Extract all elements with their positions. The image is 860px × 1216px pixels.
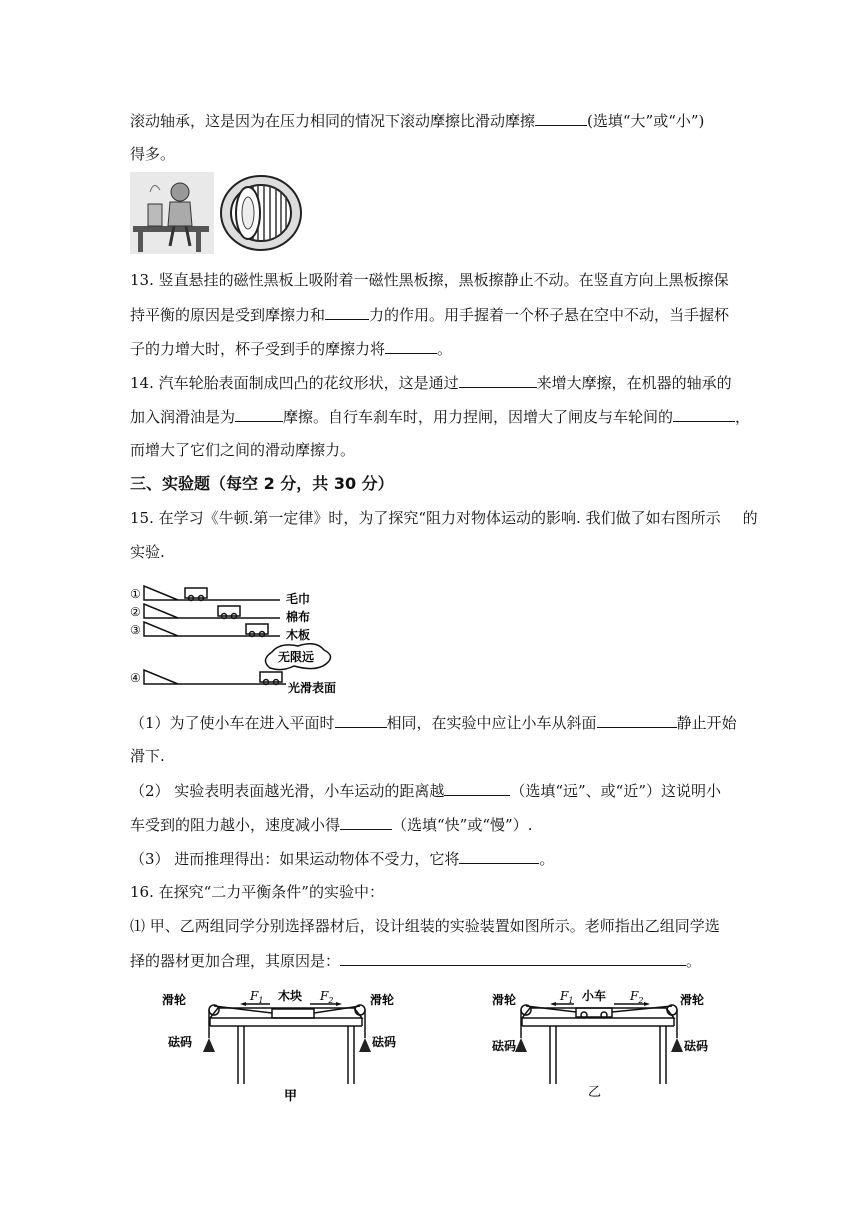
- pulley-label: 滑轮: [162, 993, 187, 1007]
- q15-p2: [130, 780, 721, 801]
- q13-line3: [130, 338, 452, 359]
- answer-blank[interactable]: [340, 950, 686, 966]
- q15-text: 的: [742, 509, 758, 527]
- q13-text: 子的力增大时，杯子受到手的摩擦力将: [130, 340, 386, 358]
- q15-p1: [130, 712, 737, 733]
- worker-cartoon-image: [130, 172, 214, 254]
- section-heading: 三、实验题（每空 2 分，共 30 分）: [130, 474, 394, 493]
- q14-line1: [130, 372, 732, 393]
- answer-blank[interactable]: [335, 712, 387, 728]
- answer-blank[interactable]: [444, 780, 510, 796]
- q16-line2: ⑴ 甲、乙两组同学分别选择器材后，设计组装的实验装置如图所示。老师指出乙组同学选: [130, 917, 720, 935]
- q15-p2-line2: [130, 814, 532, 835]
- q13-line1: 13. 竖直悬挂的磁性黑板上吸附着一磁性黑板擦，黑板擦静止不动。在竖直方向上黑板擦保: [130, 271, 729, 289]
- q13-text: 持平衡的原因是受到摩擦力和: [130, 306, 326, 324]
- q14-text: ，: [735, 408, 751, 426]
- q13-text: 力的作用。用手握着一个杯子悬在空中不动，当手握杯: [369, 306, 730, 324]
- weight-label: 砝码: [492, 1039, 517, 1053]
- force-f1-label: $F_1$: [560, 989, 574, 1005]
- object-label: 木块: [278, 989, 303, 1003]
- q15-text: （选填“远”、或“近”）这说明小: [510, 782, 722, 800]
- weight-label: 砝码: [168, 1035, 193, 1049]
- q14-text: 摩擦。自行车刹车时，用力捏闸，因增大了闸皮与车轮间的: [283, 408, 674, 426]
- q16-line3: [130, 950, 701, 971]
- surface-label: 棉布: [286, 610, 311, 624]
- q13-text: 。: [437, 340, 453, 358]
- q15-p1-line2: 滑下.: [130, 747, 165, 765]
- answer-blank[interactable]: [535, 110, 587, 126]
- weight-label: 砝码: [684, 1039, 709, 1053]
- apparatus-figure-a: [160, 988, 400, 1104]
- object-label: 小车: [582, 989, 607, 1003]
- q12-hint: (选填“大”或“小”): [587, 112, 705, 130]
- answer-blank[interactable]: [340, 814, 392, 830]
- answer-blank[interactable]: [459, 372, 537, 388]
- row-label: ③: [130, 623, 141, 637]
- q16-line1: 16. 在探究“二力平衡条件”的实验中：: [130, 883, 384, 901]
- apparatus-figure-b: [484, 988, 724, 1104]
- answer-blank[interactable]: [325, 304, 369, 320]
- answer-blank[interactable]: [597, 712, 677, 728]
- q16-text: 。: [686, 952, 702, 970]
- q12-line1: [130, 110, 704, 131]
- figure-caption: 乙: [588, 1085, 602, 1100]
- bubble-label: 无限远: [278, 650, 315, 664]
- q14-text: 14. 汽车轮胎表面制成凹凸的花纹形状，这是通过: [130, 374, 459, 392]
- answer-blank[interactable]: [459, 848, 539, 864]
- q15-text: 静止开始: [676, 714, 737, 732]
- q15-text: 。: [539, 850, 555, 868]
- weight-label: 砝码: [372, 1035, 397, 1049]
- q16-text: 择的器材更加合理，其原因是：: [130, 952, 341, 970]
- q15-text: 15. 在学习《牛顿.第一定律》时，为了探究“阻力对物体运动的影响. 我们做了如右图所示: [130, 509, 721, 527]
- row-label: ②: [130, 605, 141, 619]
- force-f1-label: $F_1$: [250, 989, 264, 1005]
- row-label: ④: [130, 671, 141, 685]
- pulley-label: 滑轮: [370, 993, 395, 1007]
- figure-caption: 甲: [284, 1089, 298, 1104]
- pulley-label: 滑轮: [492, 993, 517, 1007]
- q15-text: （2） 实验表明表面越光滑，小车运动的距离越: [130, 782, 445, 800]
- q15-text: （1）为了使小车在进入平面时: [130, 714, 335, 732]
- answer-blank[interactable]: [673, 406, 735, 422]
- pulley-label: 滑轮: [680, 993, 705, 1007]
- force-f2-label: $F_2$: [320, 989, 334, 1005]
- q14-line2: [130, 406, 750, 427]
- q15-text: （选填“快”或“慢”）.: [392, 816, 533, 834]
- q15-p3: [130, 848, 554, 869]
- row-label: ①: [130, 587, 141, 601]
- answer-blank[interactable]: [235, 406, 283, 422]
- q12-text: 滚动轴承，这是因为在压力相同的情况下滚动摩擦比滑动摩擦: [130, 112, 536, 130]
- q15-line2: 实验.: [130, 543, 165, 561]
- q13-line2: [130, 304, 729, 325]
- q12-line2: 得多。: [130, 145, 176, 163]
- q15-line1: [130, 508, 758, 528]
- q14-text: 来增大摩擦，在机器的轴承的: [536, 374, 732, 392]
- surface-label: 光滑表面: [288, 681, 337, 695]
- ramp-experiment-figure: [130, 578, 360, 698]
- roller-bearing-image: [218, 174, 304, 252]
- surface-label: 木板: [286, 628, 311, 642]
- surface-label: 毛巾: [286, 592, 311, 606]
- q14-text: 加入润滑油是为: [130, 408, 236, 426]
- q15-text: 相同，在实验中应让小车从斜面: [386, 714, 597, 732]
- q15-text: 车受到的阻力越小，速度减小得: [130, 816, 341, 834]
- force-f2-label: $F_2$: [630, 989, 644, 1005]
- q15-text: （3） 进而推理得出：如果运动物体不受力，它将: [130, 850, 460, 868]
- q14-line3: 而增大了它们之间的滑动摩擦力。: [130, 441, 356, 459]
- answer-blank[interactable]: [385, 338, 437, 354]
